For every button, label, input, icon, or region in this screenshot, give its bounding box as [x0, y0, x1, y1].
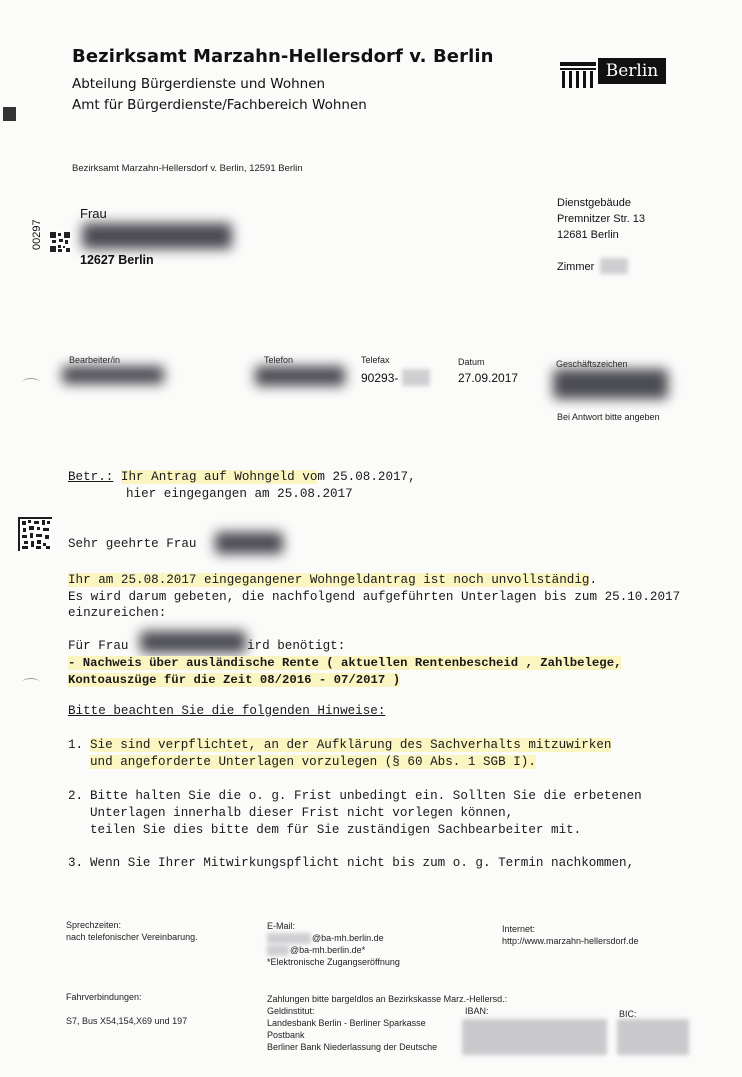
requirement-intro-start: Für Frau: [68, 639, 129, 653]
redacted-clerk: [62, 366, 164, 384]
redacted-email-2: [267, 945, 289, 956]
transport-label: Fahrverbindungen:: [66, 992, 142, 1002]
payment-label: Zahlungen bitte bargeldlos an Bezirkskasse Marz.-Hellersd.:: [267, 994, 508, 1004]
department-line-1: Abteilung Bürgerdienste und Wohnen: [72, 76, 326, 92]
bank-label: Geldinstitut:: [267, 1006, 315, 1016]
office-hours-value: nach telefonischer Vereinbarung.: [66, 932, 198, 942]
redacted-reference: [553, 369, 668, 399]
room-label: Zimmer: [557, 261, 595, 273]
subject-line: [68, 470, 416, 484]
internet-label: Internet:: [502, 924, 536, 934]
bank-1: Landesbank Berlin - Berliner Sparkasse: [267, 1018, 426, 1028]
office-hours-label: Sprechzeiten:: [66, 920, 122, 930]
requirement-item-line-2: Kontoauszüge für die Zeit 08/2016 - 07/2017 ): [68, 673, 401, 687]
paragraph-1-end: .: [589, 573, 598, 587]
redacted-bic-block: [617, 1019, 689, 1055]
requirement-intro-end: ird benötigt:: [247, 639, 346, 653]
note-3-number: 3.: [68, 856, 84, 870]
subject-line-2: hier eingegangen am 25.08.2017: [126, 487, 353, 501]
paragraph-1-highlight: Ihr am 25.08.2017 eingegangener Wohngeldantrag ist noch unvollständig: [68, 573, 590, 587]
fax-label: Telefax: [361, 355, 390, 365]
berlin-logo-box: Berlin: [598, 58, 666, 84]
punch-mark: [3, 107, 16, 121]
redacted-phone: [255, 366, 345, 386]
office-street: Premnitzer Str. 13: [557, 213, 646, 225]
side-code: 00297: [31, 219, 43, 250]
qr-code-small: [49, 231, 71, 253]
note-2-line-1: Bitte halten Sie die o. g. Frist unbedingt ein. Sollten Sie die erbetenen: [90, 789, 642, 803]
bic-label: BIC:: [619, 1009, 637, 1019]
office-label: Dienstgebäude: [557, 197, 632, 209]
redacted-recipient-name: [82, 223, 232, 249]
note-1-line-1: Sie sind verpflichtet, an der Aufklärung des Sachverhalts mitzuwirken: [90, 738, 612, 752]
email-2: @ba-mh.berlin.de*: [290, 945, 366, 955]
phone-label: Telefon: [264, 355, 294, 365]
fold-mark-1: [22, 378, 40, 387]
note-2-number: 2.: [68, 789, 84, 803]
office-city: 12681 Berlin: [557, 229, 619, 241]
email-1: @ba-mh.berlin.de: [312, 933, 384, 943]
redacted-iban-block: [462, 1019, 607, 1055]
bank-2: Postbank: [267, 1030, 305, 1040]
transport-value: S7, Bus X54,154,X69 und 197: [66, 1016, 188, 1026]
department-line-2: Amt für Bürgerdienste/Fachbereich Wohnen: [72, 97, 367, 113]
redacted-greeting-name: [215, 532, 283, 554]
greeting: Sehr geehrte Frau: [68, 537, 197, 551]
brandenburg-gate-icon: [560, 62, 596, 88]
paragraph-1-line-2: Es wird darum gebeten, die nachfolgend aufgeführten Unterlagen bis zum 25.10.2017: [68, 590, 681, 604]
notes-heading-text: Bitte beachten Sie die folgenden Hinweise:: [68, 704, 386, 718]
date-value: 27.09.2017: [458, 371, 519, 385]
redacted-room: [600, 258, 628, 274]
email-note: *Elektronische Zugangseröffnung: [267, 957, 400, 967]
subject-rest: m 25.08.2017,: [317, 470, 416, 484]
requirement-item-line-1: - Nachweis über ausländische Rente ( aktuellen Rentenbescheid , Zahlbelege,: [68, 656, 622, 670]
redacted-requirement-name: [140, 631, 246, 653]
iban-label: IBAN:: [465, 1006, 489, 1016]
redacted-email-1: [267, 933, 311, 944]
paragraph-1-line-1: [68, 573, 597, 587]
redacted-fax-extension: [402, 369, 430, 386]
clerk-label: Bearbeiter/in: [69, 355, 121, 365]
internet-link[interactable]: http://www.marzahn-hellersdorf.de: [502, 936, 639, 946]
subject-highlight: Ihr Antrag auf Wohngeld vo: [120, 470, 318, 484]
reference-note: Bei Antwort bitte angeben: [557, 412, 660, 422]
note-2-line-2: Unterlagen innerhalb dieser Frist nicht vorlegen können,: [90, 806, 514, 820]
note-1-line-2: und angeforderte Unterlagen vorzulegen (§ 60 Abs. 1 SGB I).: [90, 755, 536, 769]
reference-label: Geschäftszeichen: [556, 359, 628, 369]
bank-3: Berliner Bank Niederlassung der Deutsche: [267, 1042, 438, 1052]
note-1-number: 1.: [68, 738, 84, 752]
date-label: Datum: [458, 357, 485, 367]
fold-mark-2: [22, 678, 40, 687]
datamatrix-code: [18, 517, 52, 551]
email-label: E-Mail:: [267, 921, 296, 931]
notes-heading: [68, 704, 385, 718]
note-3-line-1: Wenn Sie Ihrer Mitwirkungspflicht nicht bis zum o. g. Termin nachkommen,: [90, 856, 635, 870]
subject-label: Betr.:: [68, 470, 114, 484]
recipient-city: 12627 Berlin: [80, 253, 154, 267]
note-2-line-3: teilen Sie dies bitte dem für Sie zuständigen Sachbearbeiter mit.: [90, 823, 582, 837]
paragraph-1-line-3: einzureichen:: [68, 606, 167, 620]
letterhead-title: Bezirksamt Marzahn-Hellersdorf v. Berlin: [72, 46, 494, 67]
recipient-salutation: Frau: [80, 206, 107, 221]
sender-line: Bezirksamt Marzahn-Hellersdorf v. Berlin, 12591 Berlin: [72, 163, 303, 174]
fax-value: 90293-: [361, 371, 399, 385]
